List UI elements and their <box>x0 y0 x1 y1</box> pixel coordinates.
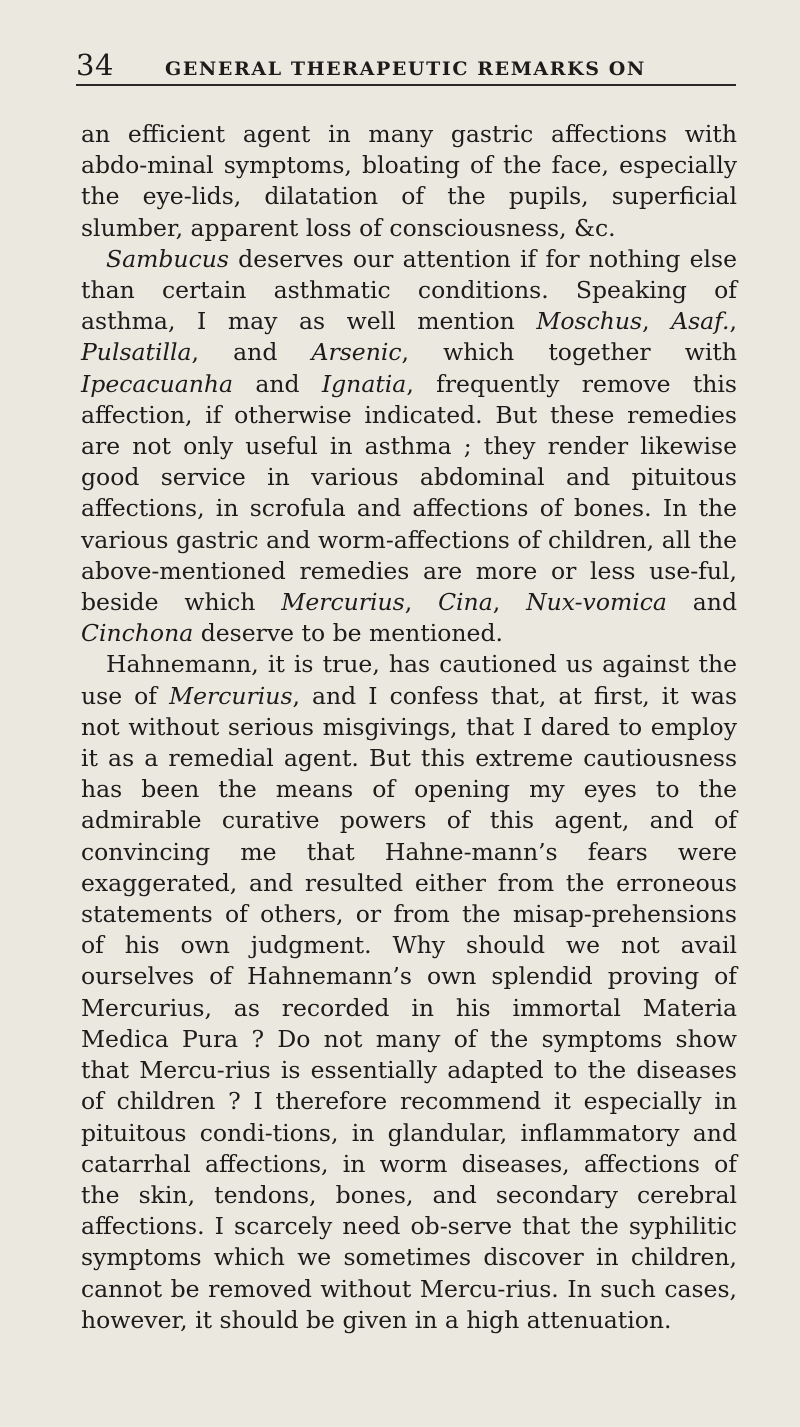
page-number: 34 <box>76 48 114 82</box>
text-segment: deserves our attention if for nothing else than certain asthmatic conditions. Speaking of asthma, I may as well mention <box>81 244 737 336</box>
remedy-name: Cina <box>438 588 493 617</box>
text-segment: , which together with <box>401 338 737 367</box>
header-rule <box>76 84 736 86</box>
text-segment: , <box>492 588 527 617</box>
running-head <box>76 48 736 88</box>
body-text <box>81 119 737 1336</box>
remedy-name: Pulsatilla <box>81 338 192 367</box>
remedy-name: Cinchona <box>81 619 194 648</box>
remedy-name: Ignatia <box>321 369 407 398</box>
text-segment: , frequently remove this affection, if otherwise indicated. But these remedies are not only useful in asthma ; they render likewise good service in various abdominal and pituitous affections, in scrofula and affections of bones. In the various gastric and worm-affections of children, all the above-mentioned remedies are more or less use-ful, beside which <box>81 369 737 617</box>
text-segment: , and I confess that, at first, it was not without serious misgivings, that I dared to employ it as a remedial agent. But this extreme cautiousness has been the means of opening my eyes to the admirable curative powers of this agent, and of convincing me that Hahne-mann’s fears were exaggerated, and resulted either from the erroneous statements of others, or from the misap-prehensions of his own judgment. Why should we not avail ourselves of Hahnemann’s own splendid proving of Mercurius, as recorded in his immortal Materia Medica Pura ? Do not many of the symptoms show that Mercu-rius is essentially adapted to the diseases of children ? I therefore recommend it especially in pituitous condi-tions, in glandular, inflammatory and catarrhal affections, in worm diseases, affections of the skin, tendons, bones, and secondary cerebral affections. I scarcely need ob-serve that the syphilitic symptoms which we sometimes discover in children, cannot be removed without Mercu-rius. In such cases, however, it should be given in a high attenuation. <box>81 681 738 1334</box>
paragraph <box>81 119 737 244</box>
text-segment: an efficient agent in many gastric affections with abdo-minal symptoms, bloating of the face, especially the eye-lids, dilatation of the pupils, superficial slumber, apparent loss of consciousness, &c. <box>81 120 737 242</box>
running-title: GENERAL THERAPEUTIC REMARKS ON <box>165 58 646 80</box>
text-segment: , <box>642 307 672 336</box>
paragraph <box>81 244 737 650</box>
remedy-name: Mercurius <box>281 588 405 617</box>
paragraph <box>81 649 737 1335</box>
text-segment: , <box>404 588 439 617</box>
remedy-name: Mercurius <box>169 681 293 710</box>
text-segment: , <box>729 307 737 336</box>
text-segment: and <box>233 369 322 398</box>
remedy-name: Sambucus <box>106 244 229 273</box>
remedy-name: Asaf. <box>671 307 730 336</box>
text-segment: deserve to be mentioned. <box>193 619 503 648</box>
remedy-name: Nux-vomica <box>526 588 667 617</box>
remedy-name: Moschus <box>536 307 643 336</box>
remedy-name: Ipecacuanha <box>81 369 233 398</box>
text-segment: and <box>666 588 737 617</box>
text-segment: Hahnemann, it is true, has cautioned us against the use of <box>81 650 737 710</box>
text-segment: , and <box>191 338 312 367</box>
remedy-name: Arsenic <box>311 338 402 367</box>
